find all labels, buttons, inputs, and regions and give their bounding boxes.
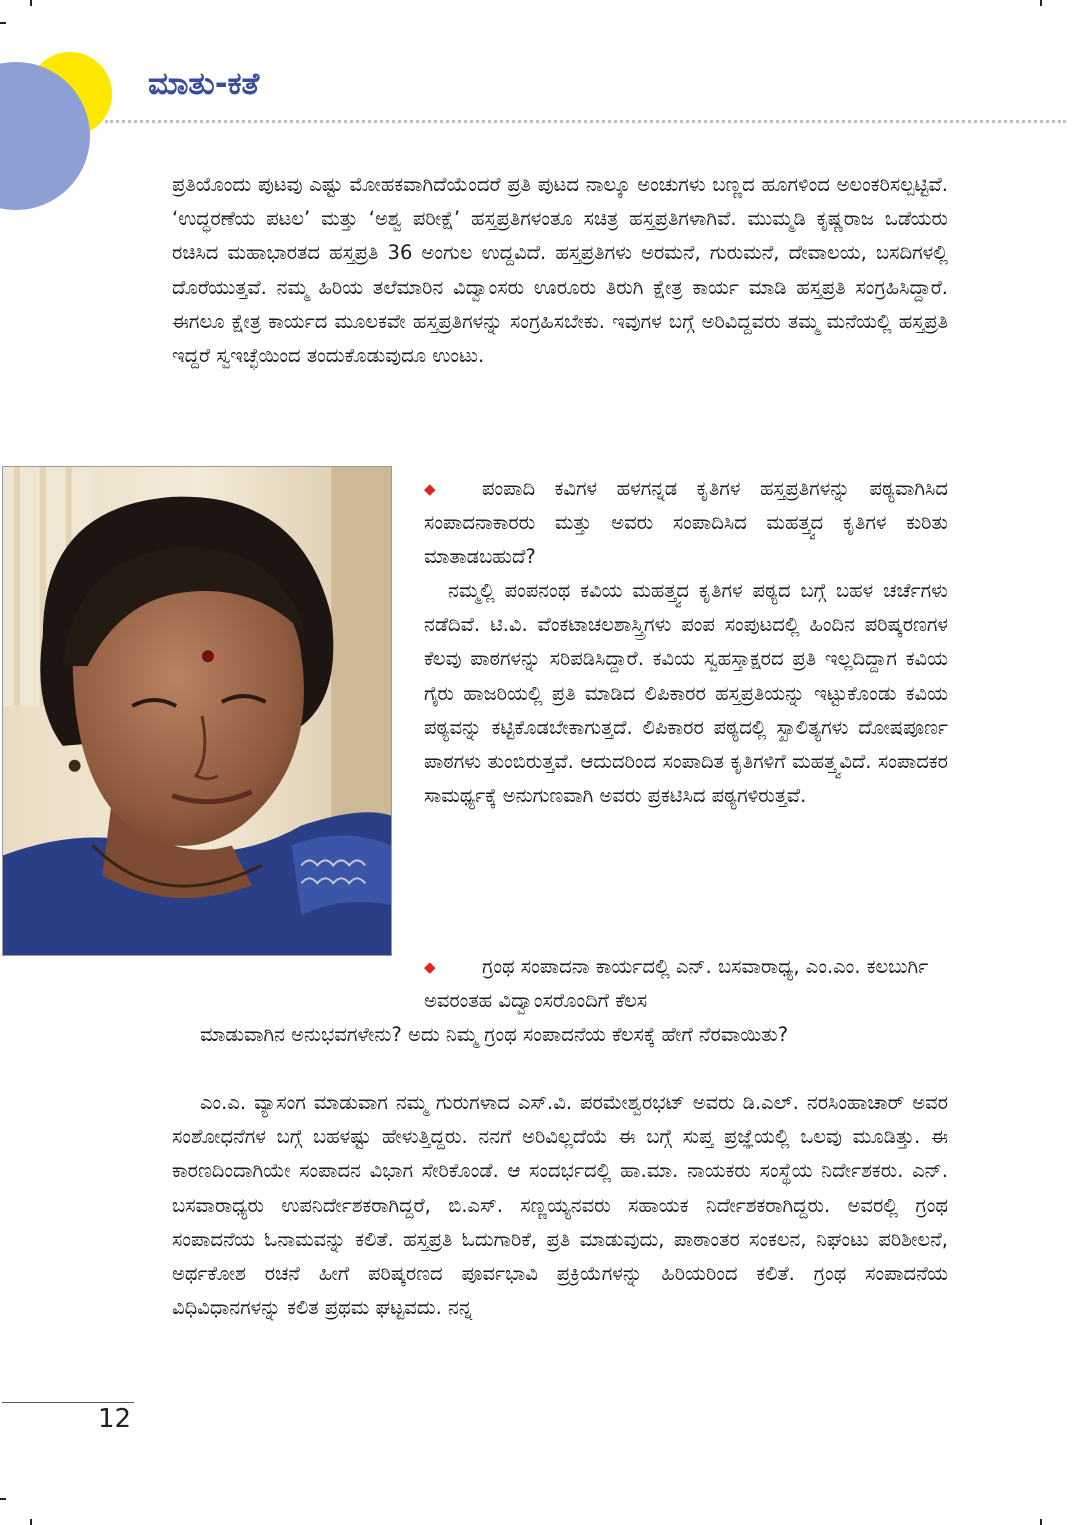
interview-question-2	[424, 950, 948, 1018]
crop-mark	[0, 1498, 6, 1500]
interview-question-1	[424, 472, 948, 575]
question-2-text-b: ಮಾಡುವಾಗಿನ ಅನುಭವಗಳೇನು? ಅದು ನಿಮ್ಮ ಗ್ರಂಥ ಸಂಪಾದನೆಯ ಕೆಲಸಕ್ಕೆ ಹೇಗೆ ನೆರವಾಯಿತು?	[200, 1023, 789, 1046]
footer-rule	[2, 1402, 134, 1403]
question-2-text-a: ಗ್ರಂಥ ಸಂಪಾದನಾ ಕಾರ್ಯದಲ್ಲಿ ಎನ್. ಬಸವಾರಾಧ್ಯ, ಎಂ.ಎಂ. ಕಲಬುರ್ಗಿ ಅವರಂತಹ ವಿದ್ವಾಂಸರೊಂದಿಗೆ ಕೆಲಸ	[424, 955, 929, 1013]
crop-mark	[1040, 0, 1042, 6]
question-1-text: ಪಂಪಾದಿ ಕವಿಗಳ ಹಳಗನ್ನಡ ಕೃತಿಗಳ ಹಸ್ತಪ್ರತಿಗಳನ್ನು ಪಠ್ಯವಾಗಿಸಿದ ಸಂಪಾದನಾಕಾರರು ಮತ್ತು ಅವರು ಸಂಪಾದಿಸಿದ ಮಹತ್ತ್ವದ ಕೃತಿಗಳ ಕುರಿತು ಮಾತಾಡಬಹುದೆ?	[424, 477, 948, 569]
interview-answer-2: ಎಂ.ಎ. ವ್ಯಾಸಂಗ ಮಾಡುವಾಗ ನಮ್ಮ ಗುರುಗಳಾದ ಎಸ್.ವಿ. ಪರಮೇಶ್ವರಭಟ್ ಅವರು ಡಿ.ಎಲ್. ನರಸಿಂಹಾಚಾರ್ ಅವರ ಸಂಶೋಧನೆಗಳ ಬಗ್ಗೆ ಬಹಳಷ್ಟು ಹೇಳುತ್ತಿದ್ದರು. ನನಗೆ ಅರಿವಿಲ್ಲದೆಯೆ ಈ ಬಗ್ಗೆ ಸುಪ್ತ ಪ್ರಜ್ಞೆಯಲ್ಲಿ ಒಲವು ಮೂಡಿತ್ತು. ಈ ಕಾರಣದಿಂದಾಗಿಯೇ ಸಂಪಾದನ ವಿಭಾಗ ಸೇರಿಕೊಂಡೆ. ಆ ಸಂದರ್ಭದಲ್ಲಿ ಹಾ.ಮಾ. ನಾಯಕರು ಸಂಸ್ಥೆಯ ನಿರ್ದೇಶಕರು. ಎನ್. ಬಸವಾರಾಧ್ಯರು ಉಪನಿರ್ದೇಶಕರಾಗಿದ್ದರೆ, ಬಿ.ಎಸ್. ಸಣ್ಣಯ್ಯನವರು ಸಹಾಯಕ ನಿರ್ದೇಶಕರಾಗಿದ್ದರು. ಅವರಲ್ಲಿ ಗ್ರಂಥ ಸಂಪಾದನೆಯ ಓನಾಮವನ್ನು ಕಲಿತೆ. ಹಸ್ತಪ್ರತಿ ಓದುಗಾರಿಕೆ, ಪ್ರತಿ ಮಾಡುವುದು, ಪಾಠಾಂತರ ಸಂಕಲನ, ನಿಘಂಟು ಪರಿಶೀಲನೆ, ಅರ್ಥಕೋಶ ರಚನೆ ಹೀಗೆ ಪರಿಷ್ಕರಣದ ಪೂರ್ವಭಾವಿ ಪ್ರಕ್ರಿಯೆಗಳನ್ನು ಹಿರಿಯರಿಂದ ಕಲಿತೆ. ಗ್ರಂಥ ಸಂಪಾದನೆಯ ವಿಧಿವಿಧಾನಗಳನ್ನು ಕಲಿತ ಪ್ರಥಮ ಘಟ್ಟವದು. ನನ್ನ	[172, 1091, 948, 1320]
header-dotted-rule	[105, 120, 1066, 123]
red-diamond-bullet-icon: ◆	[424, 480, 436, 498]
red-diamond-bullet-icon: ◆	[424, 958, 436, 976]
crop-mark	[0, 22, 6, 24]
crop-mark	[30, 0, 32, 6]
interview-answer-1: ನಮ್ಮಲ್ಲಿ ಪಂಪನಂಥ ಕವಿಯ ಮಹತ್ತ್ವದ ಕೃತಿಗಳ ಪಠ್ಯದ ಬಗ್ಗೆ ಬಹಳ ಚರ್ಚೆಗಳು ನಡೆದಿವೆ. ಟಿ.ವಿ. ವೆಂಕಟಾಚಲಶಾಸ್ತ್ರಿಗಳು ಪಂಪ ಸಂಪುಟದಲ್ಲಿ ಹಿಂದಿನ ಪರಿಷ್ಕರಣಗಳ ಕೆಲವು ಪಾಠಗಳನ್ನು ಸರಿಪಡಿಸಿದ್ದಾರೆ. ಕವಿಯ ಸ್ವಹಸ್ತಾಕ್ಷರದ ಪ್ರತಿ ಇಲ್ಲದಿದ್ದಾಗ ಕವಿಯ ಗೈರು ಹಾಜರಿಯಲ್ಲಿ ಪ್ರತಿ ಮಾಡಿದ ಲಿಪಿಕಾರರ ಹಸ್ತಪ್ರತಿಯನ್ನು ಇಟ್ಟುಕೊಂಡು ಕವಿಯ ಪಠ್ಯವನ್ನು ಕಟ್ಟಿಕೊಡಬೇಕಾಗುತ್ತದೆ. ಲಿಪಿಕಾರರ ಪಠ್ಯದಲ್ಲಿ ಸ್ಖಾಲಿತ್ಯಗಳು ದೋಷಪೂರ್ಣ ಪಾಠಗಳು ತುಂಬಿರುತ್ತವೆ. ಆದುದರಿಂದ ಸಂಪಾದಿತ ಕೃತಿಗಳಿಗೆ ಮಹತ್ತ್ವವಿದೆ. ಸಂಪಾದಕರ ಸಾಮರ್ಥ್ಯಕ್ಕೆ ಅನುಗುಣವಾಗಿ ಅವರು ಪ್ರಕಟಿಸಿದ ಪಠ್ಯಗಳಿರುತ್ತವೆ.	[424, 579, 948, 808]
portrait-photo	[2, 466, 392, 956]
body-paragraph-intro: ಪ್ರತಿಯೊಂದು ಪುಟವು ಎಷ್ಟು ಮೋಹಕವಾಗಿದೆಯೆಂದರೆ ಪ್ರತಿ ಪುಟದ ನಾಲ್ಕೂ ಅಂಚುಗಳು ಬಣ್ಣದ ಹೂಗಳಿಂದ ಅಲಂಕರಿಸಲ್ಪಟ್ಟಿವೆ. ‘ಉದ್ಧರಣೆಯ ಪಟಲ’ ಮತ್ತು ‘ಅಶ್ವ ಪರೀಕ್ಷೆ’ ಹಸ್ತಪ್ರತಿಗಳಂತೂ ಸಚಿತ್ರ ಹಸ್ತಪ್ರತಿಗಳಾಗಿವೆ. ಮುಮ್ಮಡಿ ಕೃಷ್ಣರಾಜ ಒಡೆಯರು ರಚಿಸಿದ ಮಹಾಭಾರತದ ಹಸ್ತಪ್ರತಿ 36 ಅಂಗುಲ ಉದ್ದವಿದೆ. ಹಸ್ತಪ್ರತಿಗಳು ಅರಮನೆ, ಗುರುಮನೆ, ದೇವಾಲಯ, ಬಸದಿಗಳಲ್ಲಿ ದೊರೆಯುತ್ತವೆ. ನಮ್ಮ ಹಿರಿಯ ತಲೆಮಾರಿನ ವಿದ್ವಾಂಸರು ಊರೂರು ತಿರುಗಿ ಕ್ಷೇತ್ರ ಕಾರ್ಯ ಮಾಡಿ ಹಸ್ತಪ್ರತಿ ಸಂಗ್ರಹಿಸಿದ್ದಾರೆ. ಈಗಲೂ ಕ್ಷೇತ್ರ ಕಾರ್ಯದ ಮೂಲಕವೇ ಹಸ್ತಪ್ರತಿಗಳನ್ನು ಸಂಗ್ರಹಿಸಬೇಕು. ಇವುಗಳ ಬಗ್ಗೆ ಅರಿವಿದ್ದವರು ತಮ್ಮ ಮನೆಯಲ್ಲಿ ಹಸ್ತಪ್ರತಿ ಇದ್ದರೆ ಸ್ವಇಚ್ಛೆಯಿಂದ ತಂದುಕೊಡುವುದೂ ಉಂಟು.	[172, 173, 948, 368]
section-title: ಮಾತು-ಕತೆ	[148, 66, 260, 102]
crop-mark	[1040, 1519, 1042, 1525]
page-number: 12	[98, 1404, 132, 1434]
crop-mark	[30, 1519, 32, 1525]
